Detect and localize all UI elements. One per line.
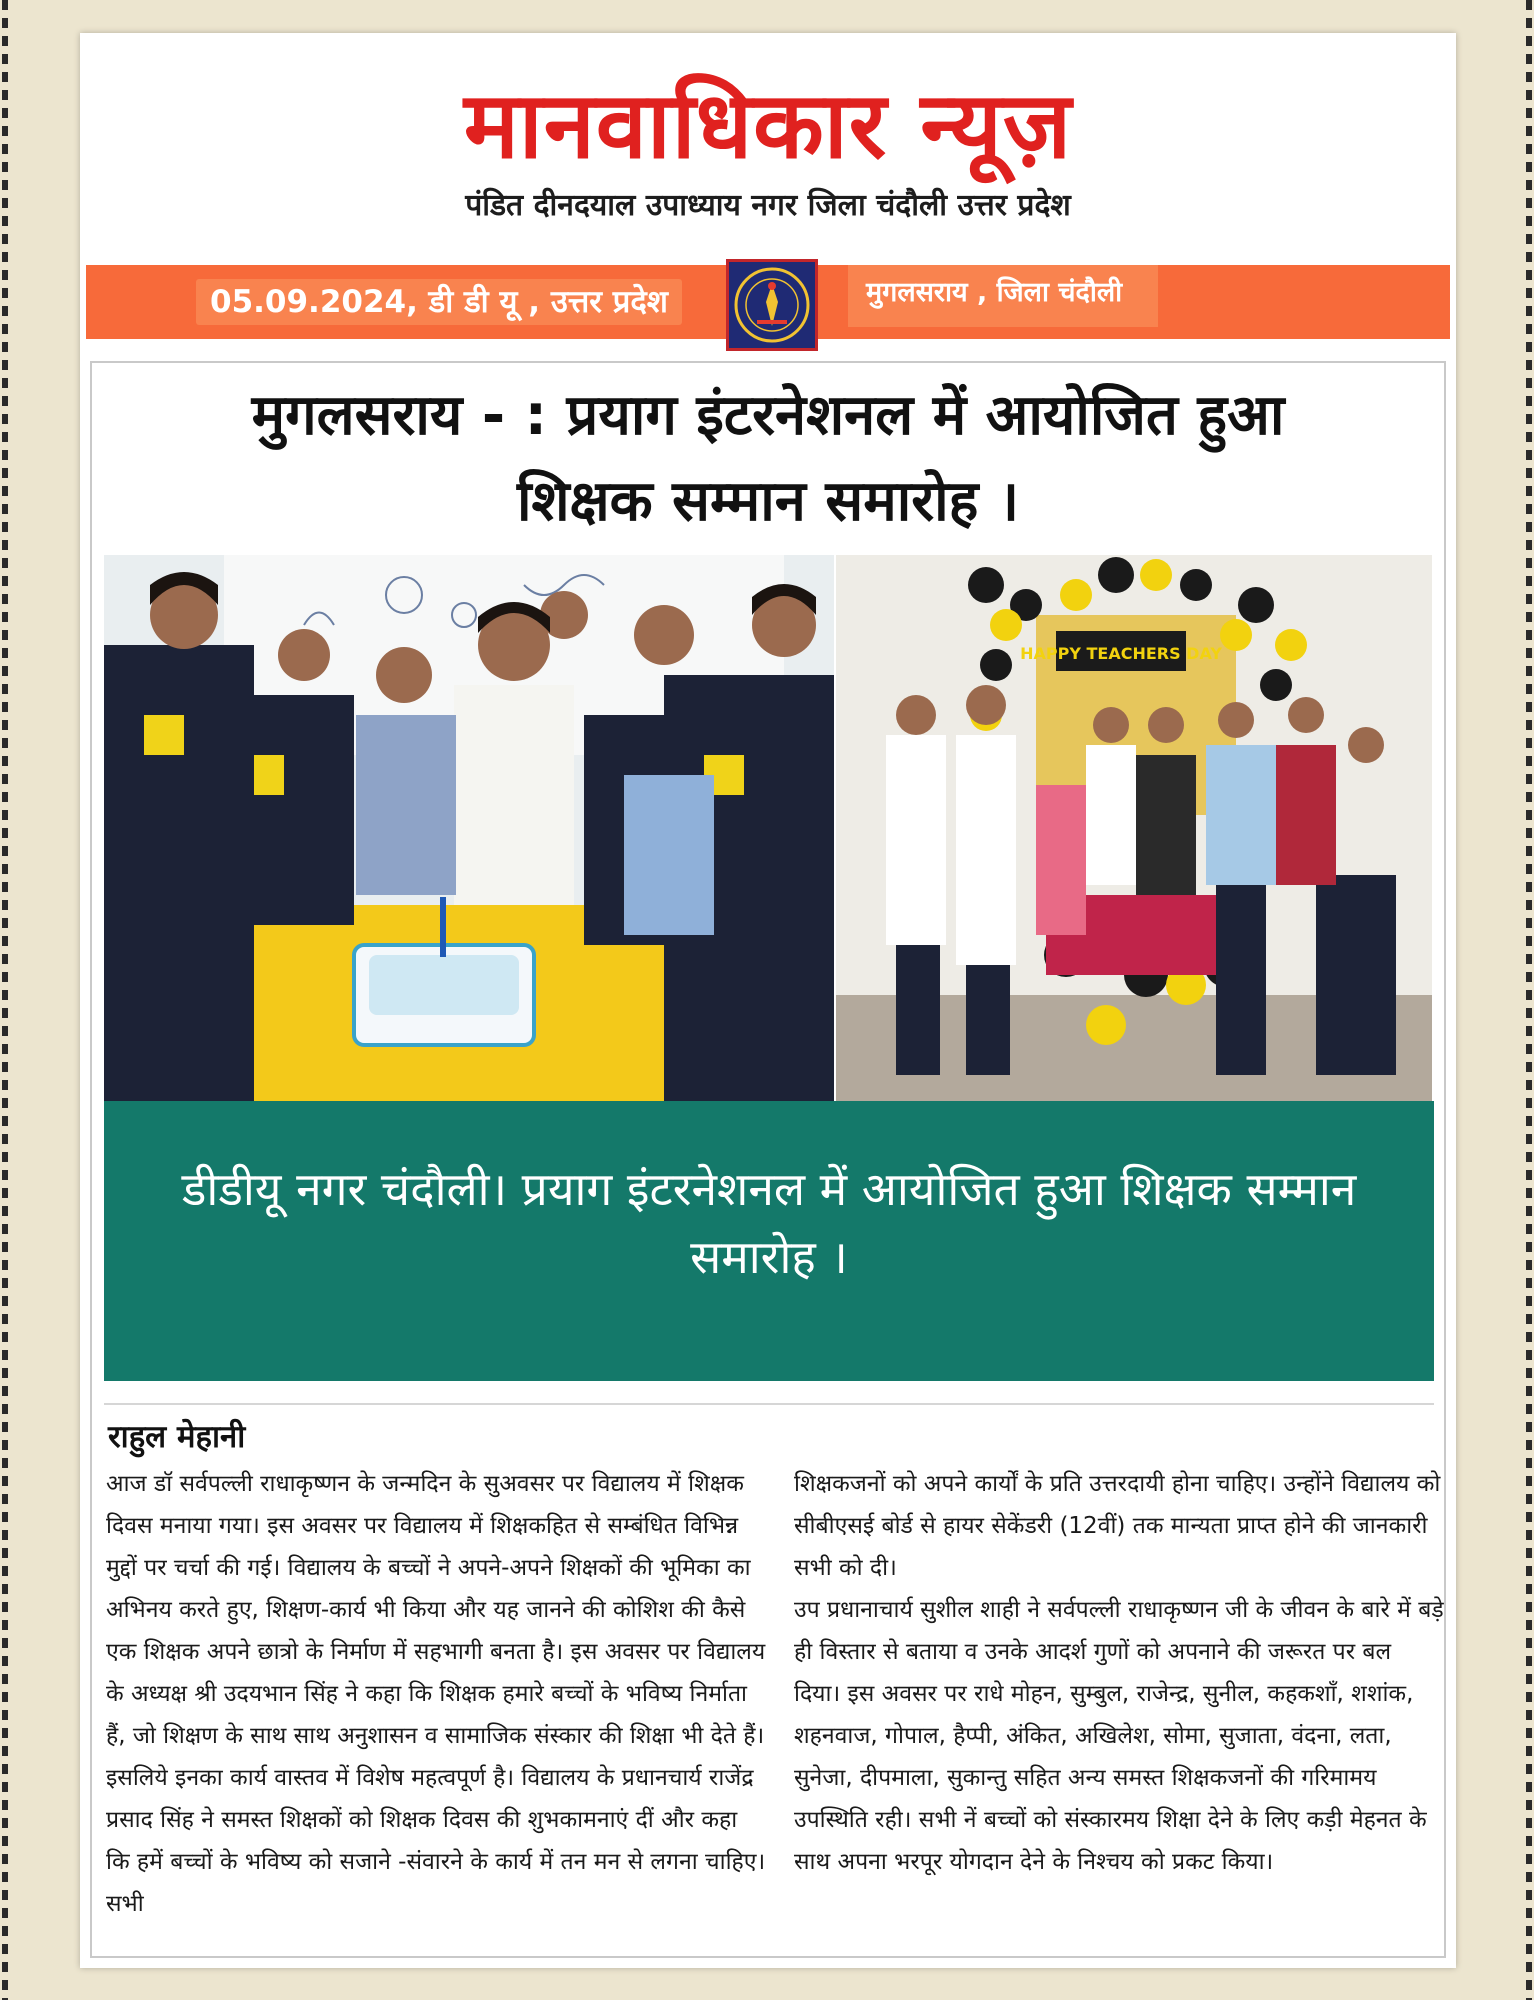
date-band [86,265,1450,339]
article-paragraph: आज डॉ सर्वपल्ली राधाकृष्णन के जन्मदिन के सुअवसर पर विद्यालय में शिक्षक दिवस मनाया गया। इस अवसर पर विद्यालय में शिक्षकहित से सम्बंधित विभिन्न मुद्दों पर चर्चा की गई। विद्यालय के बच्चों ने अपने-अपने शिक्षकों की भूमिका का अभिनय करते हुए, शिक्षण-कार्य भी किया और यह जानने की कोशिश की कैसे एक शिक्षक अपने छात्रो के निर्माण में सहभागी बनता है। इस अवसर पर विद्यालय के अध्यक्ष श्री उदयभान सिंह ने कहा कि शिक्षक हमारे बच्चों के भविष्य निर्माता हैं, जो शिक्षण के साथ साथ अनुशासन व सामाजिक संस्कार की शिक्षा भी देते हैं। इसलिये इनका कार्य वास्तव में विशेष महत्वपूर्ण है। विद्यालय के प्रधानचार्य राजेंद्र प्रसाद सिंह ने समस्त शिक्षकों को शिक्षक दिवस की शुभकामनाएं दीं और कहा कि हमें बच्चों के भविष्य को सजाने -संवारने के कार्य में तन मन से लगना चाहिए। सभी [106,1471,766,1917]
article-paragraph: उप प्रधानाचार्य सुशील शाही ने सर्वपल्ली राधाकृष्णन जी के जीवन के बारे में बड़े ही विस्तार से बताया व उनके आदर्श गुणों को अपनाने की जरूरत पर बल दिया। इस अवसर पर राधे मोहन, सुम्बुल, राजेन्द्र, सुनील, कहकशाँ, शशांक, शहनवाज, गोपाल, हैप्पी, अंकित, अखिलेश, सोमा, सुजाता, वंदना, लता, सुनेजा, दीपमाला, सुकान्तु सहित अन्य समस्त शिक्षकजनों की गरिमामय उपस्थिति रही। सभी नें बच्चों को संस्कारमय शिक्षा देने के लिए कड़ी मेहनत के साथ अपना भरपूर योगदान देने के निश्चय को प्रकट किया। [794,1597,1444,1875]
article-column-left [106,1463,766,1925]
newspaper-page [80,33,1456,1968]
headline-line-1: मुगलसराय - : प्रयाग इंटरनेशनल में आयोजित हुआ [251,383,1285,448]
emblem-icon [726,259,818,351]
celebration-photo [836,555,1432,1101]
photo-banner-text: HAPPY TEACHERS DAY [1020,644,1222,663]
headline [100,373,1436,545]
classroom-photo [104,555,834,1101]
date-location: 05.09.2024, डी डी यू , उत्तर प्रदेश [196,279,682,325]
article-paragraph: शिक्षकजनों को अपने कार्यों के प्रति उत्तरदायी होना चाहिए। उन्होंने विद्यालय को सीबीएसई बोर्ड से हायर सेकेंडरी (12वीं) तक मान्यता प्राप्त होने की जानकारी सभी को दी। [794,1471,1441,1581]
divider [104,1403,1434,1405]
headline-line-2: शिक्षक सम्मान समारोह । [516,469,1020,534]
masthead-title: मानवाधिकार न्यूज़ [463,72,1073,179]
summary-banner-text: डीडीयू नगर चंदौली। प्रयाग इंटरनेशनल में आयोजित हुआ शिक्षक सम्मान समारोह । [181,1162,1357,1284]
right-dashed-border [1526,0,1532,2000]
masthead-subtitle: पंडित दीनदयाल उपाध्याय नगर जिला चंदौली उत्तर प्रदेश [465,188,1071,223]
author-byline: राहुल मेहानी [108,1419,246,1455]
summary-banner [104,1101,1434,1381]
place: मुगलसराय , जिला चंदौली [848,265,1158,327]
article-column-right [794,1463,1444,1883]
left-dashed-border [2,0,8,2000]
